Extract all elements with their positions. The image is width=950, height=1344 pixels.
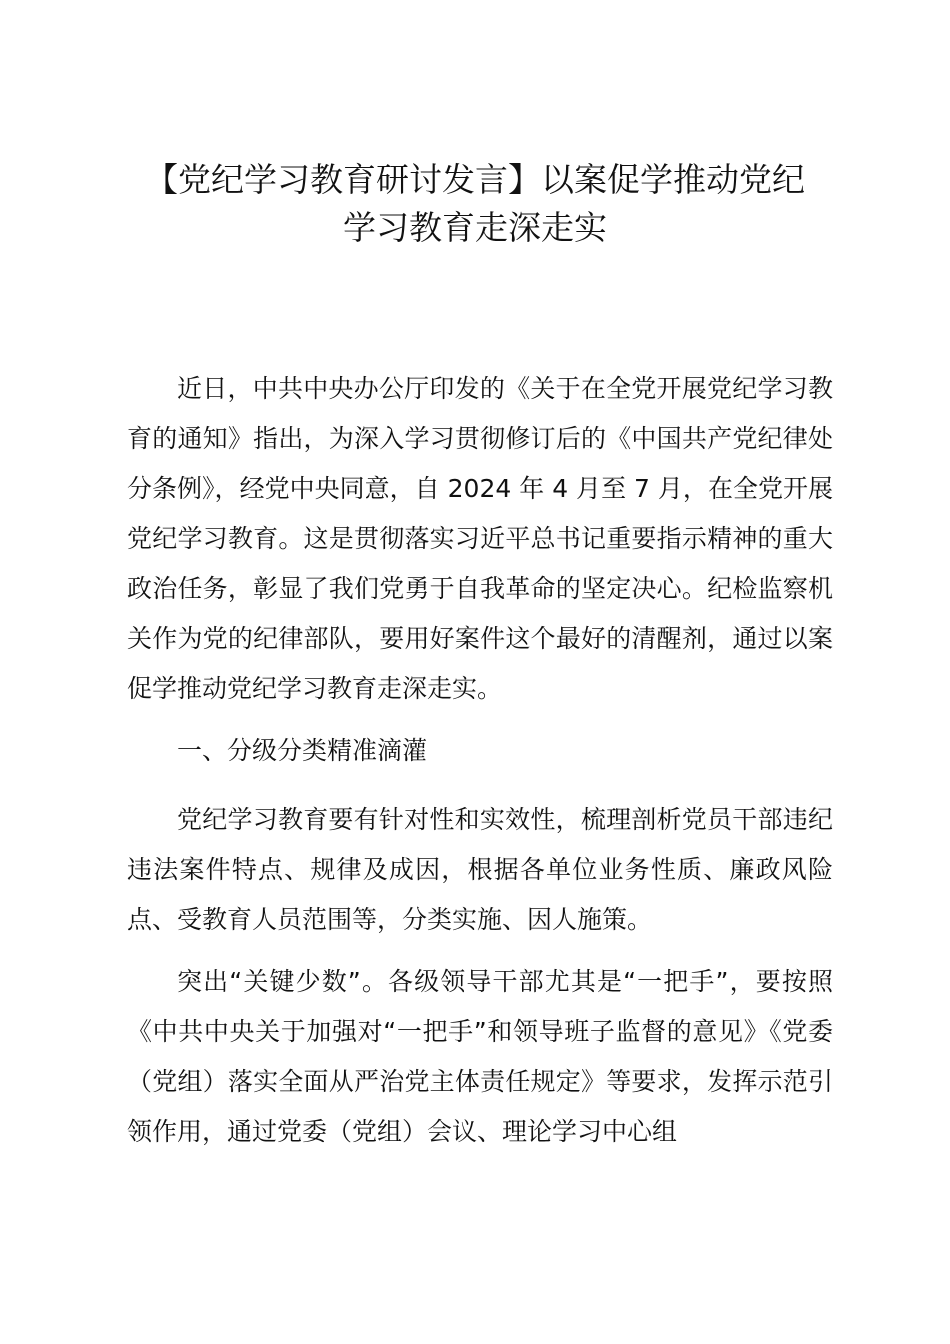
paragraph-key-minority: 突出“关键少数”。各级领导干部尤其是“一把手”，要按照《中共中央关于加强对“一把手”和领导班子监督的意见》《党委（党组）落实全面从严治党主体责任规定》等要求，发挥示范引领作用，通过党委（党组）会议、理论学习中心组 — [127, 967, 833, 1146]
document-title-line-2: 学习教育走深走实 — [343, 208, 607, 247]
paragraph-section-1: 党纪学习教育要有针对性和实效性，梳理剖析党员干部违纪违法案件特点、规律及成因，根据各单位业务性质、廉政风险点、受教育人员范围等，分类实施、因人施策。 — [127, 805, 833, 934]
document-title-line-1: 【党纪学习教育研讨发言】以案促学推动党纪 — [145, 160, 805, 199]
section-heading: 一、分级分类精准滴灌 — [177, 736, 428, 765]
paragraph-intro: 近日，中共中央办公厅印发的《关于在全党开展党纪学习教育的通知》指出，为深入学习贯彻修订后的《中国共产党纪律处分条例》，经党中央同意，自 2024 年 4 月至 7 月，在全党开展党纪学习教育。这是贯彻落实习近平总书记重要指示精神的重大政治任务，彰显了我们党勇于自我革命的坚定决心。纪检监察机关作为党的纪律部队，要用好案件这个最好的清醒剂，通过以案促学推动党纪学习教育走深走实。 — [127, 374, 833, 703]
